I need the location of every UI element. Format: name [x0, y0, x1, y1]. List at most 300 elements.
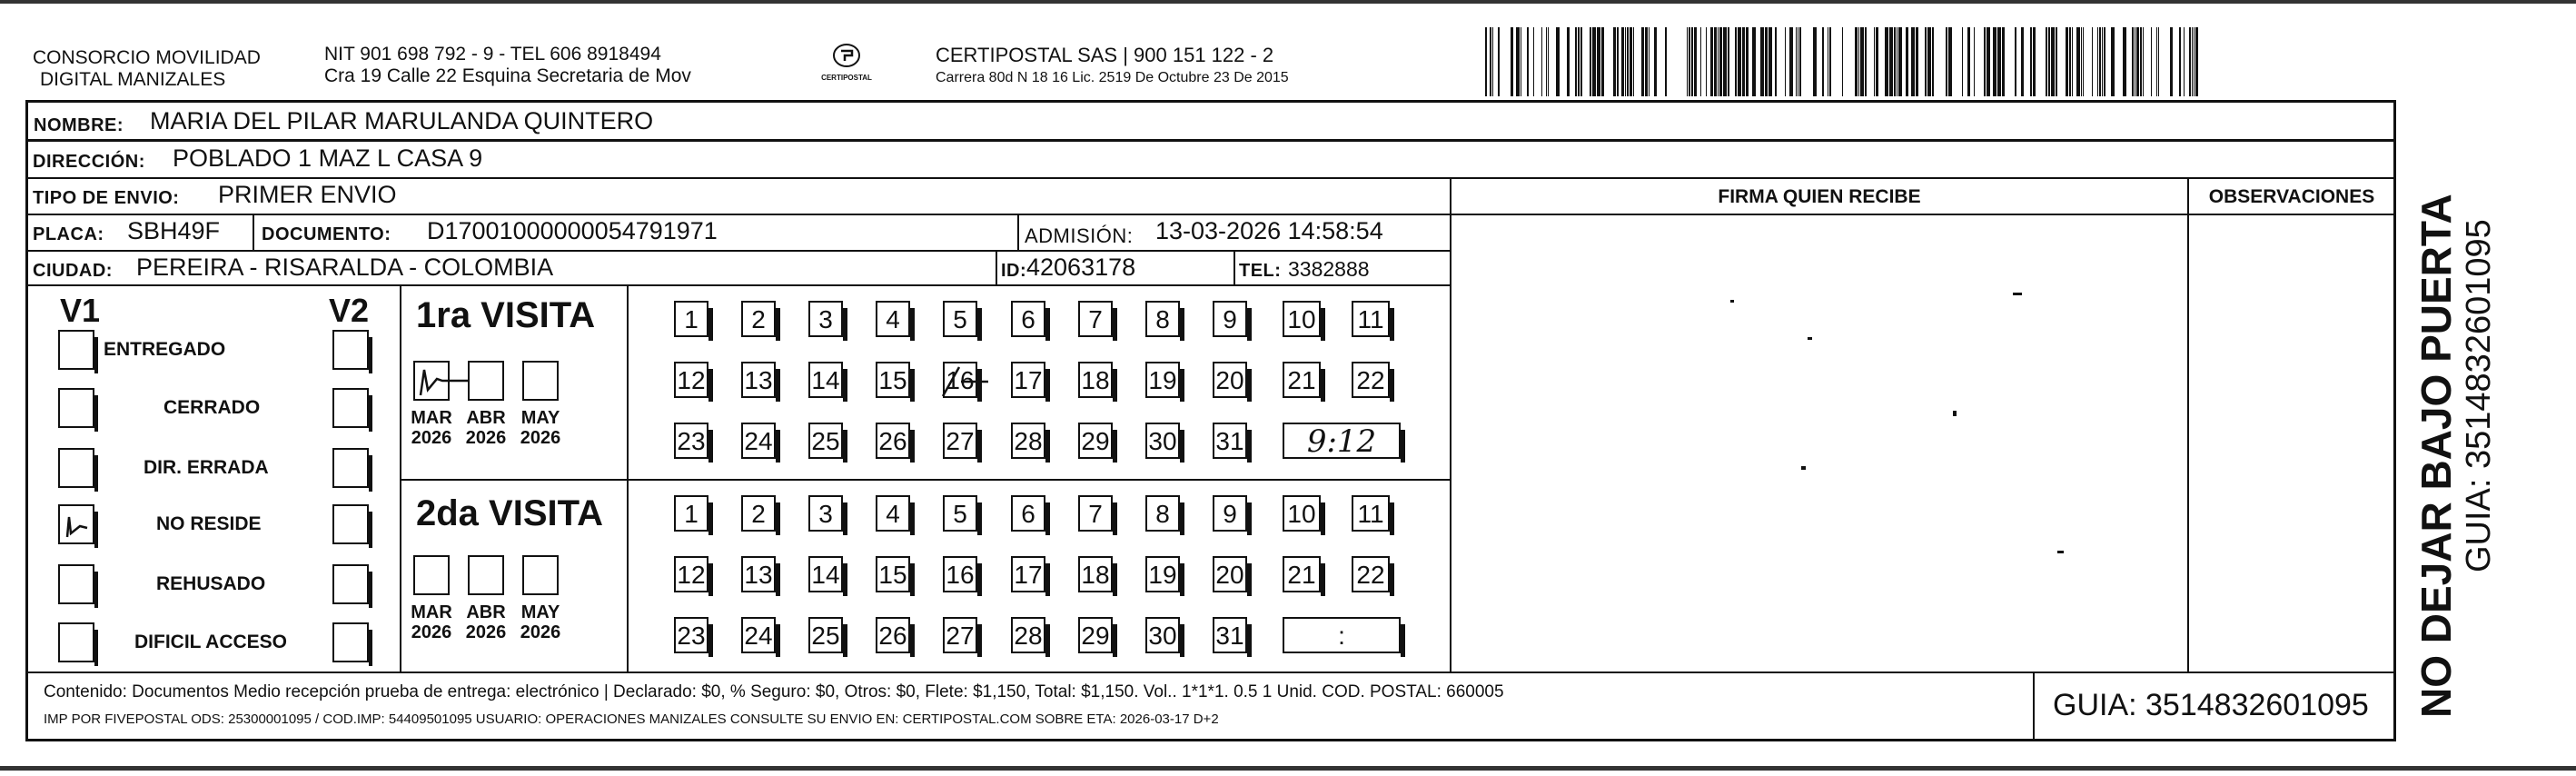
admision-label: ADMISIÓN: — [1025, 224, 1134, 247]
visit2-day-box[interactable] — [1145, 495, 1180, 532]
barcode-bar — [2143, 27, 2144, 96]
day-number: 21 — [1287, 366, 1316, 394]
barcode-bar — [2076, 27, 2080, 96]
placa-label: PLACA: — [33, 224, 104, 244]
month-name: MAR — [411, 408, 452, 428]
tipo-row — [25, 177, 1451, 215]
day-number: 27 — [946, 427, 975, 455]
visit1-day-box[interactable] — [674, 423, 708, 459]
visit1-month-label — [459, 408, 513, 448]
barcode-bar — [2195, 27, 2198, 96]
visit1-day-box[interactable] — [876, 362, 910, 398]
top-edge — [0, 0, 2576, 4]
day-number: 31 — [1215, 427, 1244, 455]
day-number: 11 — [1357, 305, 1384, 333]
visit1-day-box[interactable] — [1283, 301, 1321, 337]
barcode-bar — [1967, 27, 1970, 96]
visit2-day-box[interactable] — [943, 495, 977, 532]
month-year: 2026 — [520, 428, 561, 448]
v1-checkbox[interactable] — [58, 330, 94, 370]
barcode-bar — [1898, 27, 1902, 96]
barcode-bar — [1541, 27, 1542, 96]
day-number: 2 — [751, 500, 766, 528]
visit1-day-box[interactable] — [1283, 362, 1321, 398]
visit2-day-box[interactable] — [876, 495, 910, 532]
visit1-day-box[interactable] — [1213, 362, 1247, 398]
barcode-bar — [1723, 27, 1727, 96]
visit2-day-box[interactable] — [1213, 556, 1247, 592]
barcode-bar — [2179, 27, 2181, 96]
visit1-month-checkbox[interactable] — [468, 361, 504, 401]
visit2-time-box[interactable] — [1283, 617, 1401, 653]
barcode-bar — [2097, 27, 2098, 96]
barcode-bar — [1645, 27, 1648, 96]
day-number: 30 — [1148, 622, 1177, 650]
check-mark-icon — [60, 506, 93, 542]
barcode-bar — [1997, 27, 2001, 96]
status-option-label: NO RESIDE — [156, 513, 262, 534]
visit1-day-box[interactable] — [1213, 423, 1247, 459]
day-number: 31 — [1215, 622, 1244, 650]
barcode-bar — [1775, 27, 1777, 96]
barcode-bar — [1498, 27, 1500, 96]
tel-label: TEL: — [1239, 261, 1282, 281]
visit1-day-box[interactable] — [808, 301, 843, 337]
barcode-bar — [1578, 27, 1580, 96]
day-number: 4 — [886, 500, 900, 528]
visit1-title: 1ra VISITA — [416, 295, 596, 335]
day-number: 17 — [1014, 366, 1043, 394]
nombre-label: NOMBRE: — [34, 115, 124, 135]
barcode-bar — [2072, 27, 2073, 96]
barcode-bar — [1765, 27, 1768, 96]
day-number: 16 — [946, 561, 975, 589]
visit1-day-box[interactable] — [1011, 423, 1045, 459]
consorcio-name — [33, 47, 261, 91]
visit2-day-box[interactable] — [808, 495, 843, 532]
barcode-bar — [2002, 27, 2005, 96]
month-year: 2026 — [465, 622, 507, 642]
certipostal-logo — [810, 42, 883, 92]
visit1-day-box[interactable] — [943, 301, 977, 337]
barcode-bar — [1654, 27, 1657, 96]
barcode-bar — [1813, 27, 1817, 96]
barcode-bar — [2123, 27, 2126, 96]
visit2-day-box[interactable] — [1011, 617, 1045, 653]
visit2-month-checkbox[interactable] — [413, 555, 450, 595]
v1-checkbox[interactable] — [58, 448, 94, 488]
day-number: 20 — [1215, 561, 1244, 589]
visit2-day-box[interactable] — [674, 556, 708, 592]
barcode-bar — [1592, 27, 1596, 96]
day-number: 30 — [1148, 427, 1177, 455]
visit1-day-box[interactable] — [1011, 362, 1045, 398]
day-number: 28 — [1014, 427, 1043, 455]
barcode-bar — [1621, 27, 1624, 96]
barcode-bar — [1641, 27, 1644, 96]
barcode-bar — [1799, 27, 1801, 96]
barcode-bar — [1718, 27, 1719, 96]
visit2-day-box[interactable] — [674, 495, 708, 532]
day-number: 13 — [744, 366, 773, 394]
barcode-bar — [2046, 27, 2047, 96]
ciudad-label: CIUDAD: — [33, 261, 113, 281]
day-number: 15 — [878, 366, 907, 394]
visit2-day-box[interactable] — [1283, 556, 1321, 592]
status-option-label: DIFICIL ACCESO — [134, 632, 288, 652]
v2-checkbox[interactable] — [332, 564, 369, 604]
barcode-bar — [1796, 27, 1797, 96]
visit2-day-box[interactable] — [1078, 495, 1113, 532]
visit2-day-box[interactable] — [876, 617, 910, 653]
side-text-block — [2398, 82, 2525, 754]
barcode-bar — [2136, 27, 2139, 96]
barcode-bar — [1984, 27, 1986, 96]
bottom-edge — [0, 766, 2576, 771]
day-number: 14 — [811, 561, 840, 589]
barcode-bar — [1597, 27, 1600, 96]
observaciones-area — [2187, 214, 2396, 673]
barcode-bar — [2184, 27, 2185, 96]
tel-cell — [1234, 250, 1451, 286]
firma-header — [1450, 177, 2189, 215]
barcode-bar — [1710, 27, 1713, 96]
consorcio-line1: CONSORCIO MOVILIDAD — [33, 47, 261, 68]
barcode-bar — [1689, 27, 1690, 96]
visit1-day-box[interactable] — [1078, 362, 1113, 398]
barcode-bar — [1700, 27, 1701, 96]
visit2-day-box[interactable] — [741, 495, 776, 532]
firma-speck — [1801, 466, 1806, 470]
visit1-day-box[interactable] — [674, 301, 708, 337]
direccion-label: DIRECCIÓN: — [33, 152, 145, 172]
day-number: 18 — [1081, 561, 1110, 589]
visit2-day-box[interactable] — [741, 556, 776, 592]
day-number: 4 — [886, 305, 900, 333]
day-number: 26 — [878, 427, 907, 455]
visit1-day-box[interactable] — [1352, 362, 1390, 398]
visit1-day-box[interactable] — [808, 423, 843, 459]
barcode-bar — [1993, 27, 1996, 96]
barcode-bar — [1760, 27, 1764, 96]
barcode-bar — [1822, 27, 1824, 96]
visit1-month-label — [513, 408, 568, 448]
visit1-day-box[interactable] — [741, 362, 776, 398]
visit2-day-box[interactable] — [1145, 617, 1180, 653]
visit2-day-box[interactable] — [808, 617, 843, 653]
visit1-day-box[interactable] — [1213, 301, 1247, 337]
barcode-bar — [2194, 27, 2195, 96]
day-number: 15 — [878, 561, 907, 589]
day-number: 10 — [1287, 500, 1316, 528]
firma-speck — [1730, 300, 1734, 303]
barcode-bar — [1492, 27, 1493, 96]
ciudad-value: PEREIRA - RISARALDA - COLOMBIA — [136, 254, 554, 281]
day-number: 19 — [1148, 561, 1177, 589]
month-year: 2026 — [411, 428, 452, 448]
day-number: 10 — [1287, 305, 1316, 333]
visit1-day-box[interactable] — [1145, 423, 1180, 459]
month-name: MAR — [411, 602, 452, 622]
barcode-bar — [2102, 27, 2103, 96]
certipostal-address: Carrera 80d N 18 16 Lic. 2519 De Octubre 23 De 2015 — [936, 70, 1289, 85]
visit1-day-box[interactable] — [876, 423, 910, 459]
id-label: ID: — [1001, 261, 1027, 281]
day-number: 27 — [946, 622, 975, 650]
placa-value: SBH49F — [127, 217, 221, 244]
day-number: 22 — [1356, 561, 1385, 589]
barcode-bar — [2170, 27, 2173, 96]
day-number: 1 — [684, 500, 698, 528]
day-number: 18 — [1081, 366, 1110, 394]
visit2-month-label — [404, 602, 459, 642]
visit2-day-box[interactable] — [943, 556, 977, 592]
v2-checkbox[interactable] — [332, 448, 369, 488]
barcode-bar — [1590, 27, 1591, 96]
ciudad-cell — [25, 250, 997, 286]
barcode-bar — [2030, 27, 2032, 96]
observaciones-title: OBSERVACIONES — [2208, 186, 2375, 207]
month-name: ABR — [466, 408, 506, 428]
barcode-bar — [2092, 27, 2093, 96]
barcode-bar — [1927, 27, 1931, 96]
visit1-day-box[interactable] — [1078, 301, 1113, 337]
footer-line1: Contenido: Documentos Medio recepción prueba de entrega: electrónico | Declarado: $0, % Seguro: $0, Otros: $0, Flete: $1,150, Total: $1,150. Vol.. 1*1*1. 0.5 1 Unid. COD. POSTAL: 660005 — [44, 682, 1504, 701]
day-number: 13 — [744, 561, 773, 589]
barcode-bar — [1728, 27, 1729, 96]
day-number: 3 — [818, 305, 833, 333]
barcode-bar — [2048, 27, 2050, 96]
visit1-day-box[interactable] — [741, 423, 776, 459]
visit1-day-box[interactable] — [808, 362, 843, 398]
footer-guia — [2033, 672, 2396, 741]
firma-area — [1450, 214, 2189, 673]
visit1-day-box[interactable] — [876, 301, 910, 337]
visit1-day-box[interactable] — [1078, 423, 1113, 459]
month-name: MAY — [520, 602, 560, 622]
visit1-month-checkbox[interactable] — [413, 361, 450, 401]
visit1-time-box[interactable] — [1283, 423, 1401, 459]
day-number: 29 — [1081, 622, 1110, 650]
visit2-day-box[interactable] — [1011, 495, 1045, 532]
barcode-bar — [1613, 27, 1616, 96]
barcode-bar — [1932, 27, 1934, 96]
barcode-bar — [1511, 27, 1513, 96]
observaciones-header — [2187, 177, 2396, 215]
barcode-bar — [2056, 27, 2057, 96]
barcode-bar — [2083, 27, 2084, 96]
day-number: 23 — [677, 427, 706, 455]
barcode-bar — [2132, 27, 2134, 96]
check-mark-icon — [415, 363, 470, 399]
day-number: 19 — [1148, 366, 1177, 394]
id-value: 42063178 — [1026, 254, 1136, 281]
visit2-day-box[interactable] — [1078, 617, 1113, 653]
barcode-bar — [2099, 27, 2101, 96]
visit2-day-box[interactable] — [808, 556, 843, 592]
v2-checkbox[interactable] — [332, 330, 369, 370]
tipo-label: TIPO DE ENVIO: — [33, 188, 180, 208]
barcode-bar — [2033, 27, 2036, 96]
barcode-bar — [1617, 27, 1619, 96]
barcode-bar — [2189, 27, 2191, 96]
barcode-bar — [1974, 27, 1975, 96]
v1-checkbox[interactable] — [58, 388, 94, 428]
barcode-bar — [1876, 27, 1878, 96]
visit2-day-box[interactable] — [876, 556, 910, 592]
placa-cell — [25, 214, 254, 252]
day-number: 24 — [744, 622, 773, 650]
day-number: 6 — [1021, 305, 1035, 333]
barcode-bar — [1885, 27, 1888, 96]
barcode-bar — [1527, 27, 1529, 96]
barcode-bar — [1925, 27, 1927, 96]
consorcio-line2: DIGITAL MANIZALES — [40, 69, 226, 90]
visit1-day-box[interactable] — [943, 362, 977, 398]
visit2-day-box[interactable] — [1352, 556, 1390, 592]
barcode-bar — [1548, 27, 1549, 96]
admision-value: 13-03-2026 14:58:54 — [1155, 217, 1383, 244]
footer-line2: IMP POR FIVEPOSTAL ODS: 25300001095 / COD.IMP: 54409501095 USUARIO: OPERACIONES MANIZALES CONSULTE SU ENVIO EN: CERTIPOSTAL.COM SOBRE ETA: 2026-03-17 D+2 — [44, 711, 1219, 727]
visit2-day-box[interactable] — [1213, 495, 1247, 532]
status-option-label: ENTREGADO — [104, 339, 226, 360]
side-guia-text: GUIA: 3514832601095 — [2460, 219, 2498, 572]
firma-speck — [2057, 551, 2064, 553]
day-number: 8 — [1155, 305, 1170, 333]
certipostal-logo-icon — [828, 42, 865, 69]
day-number: 22 — [1356, 366, 1385, 394]
firma-title: FIRMA QUIEN RECIBE — [1718, 186, 1921, 207]
barcode-bar — [1906, 27, 1908, 96]
month-year: 2026 — [465, 428, 507, 448]
visit1-day-box[interactable] — [674, 362, 708, 398]
barcode-bar — [1516, 27, 1520, 96]
barcode-bar — [2066, 27, 2068, 96]
visit1-month-label — [404, 408, 459, 448]
nombre-value: MARIA DEL PILAR MARULANDA QUINTERO — [150, 107, 654, 134]
visit1-day-box[interactable] — [1352, 301, 1390, 337]
visit2-day-box[interactable] — [674, 617, 708, 653]
visit2-day-box[interactable] — [1283, 495, 1321, 532]
visit2-day-box[interactable] — [1352, 495, 1390, 532]
barcode-bar — [1556, 27, 1560, 96]
barcode-bar — [1842, 27, 1843, 96]
time-value: 9:12 — [1306, 423, 1377, 460]
visit2-day-box[interactable] — [1011, 556, 1045, 592]
barcode-bar — [1874, 27, 1875, 96]
address-text: Cra 19 Calle 22 Esquina Secretaria de Mov — [324, 65, 691, 86]
barcode-bar — [2192, 27, 2193, 96]
barcode-bar — [1962, 27, 1963, 96]
nombre-row — [25, 100, 2396, 142]
month-year: 2026 — [411, 622, 452, 642]
visit1-day-box[interactable] — [943, 423, 977, 459]
barcode-bar — [2069, 27, 2071, 96]
visit2-day-box[interactable] — [1213, 617, 1247, 653]
day-number: 24 — [744, 427, 773, 455]
firma-speck — [1953, 411, 1957, 416]
barcode-bar — [1546, 27, 1547, 96]
day-number: 29 — [1081, 427, 1110, 455]
v1-checkbox[interactable] — [58, 622, 94, 662]
day-number: 5 — [953, 305, 967, 333]
barcode-bar — [1860, 27, 1864, 96]
barcode-bar — [1829, 27, 1831, 96]
barcode-bar — [1946, 27, 1947, 96]
certipostal-title: CERTIPOSTAL SAS | 900 151 122 - 2 — [936, 44, 1274, 66]
barcode-bar — [1911, 27, 1915, 96]
visit2-day-box[interactable] — [1078, 556, 1113, 592]
id-cell — [996, 250, 1235, 286]
visit2-month-checkbox[interactable] — [468, 555, 504, 595]
barcode-bar — [1785, 27, 1786, 96]
visit1-day-box[interactable] — [1145, 362, 1180, 398]
barcode-bar — [2158, 27, 2159, 96]
status-option-label: DIR. ERRADA — [144, 457, 269, 478]
barcode-bar — [1746, 27, 1749, 96]
day-number: 3 — [818, 500, 833, 528]
nit-text: NIT 901 698 792 - 9 - TEL 606 8918494 — [324, 44, 661, 65]
day-number: 12 — [677, 561, 706, 589]
visit1-month-checkbox[interactable] — [522, 361, 559, 401]
day-number: 5 — [953, 500, 967, 528]
day-mark-icon — [941, 363, 996, 400]
barcode-bar — [2104, 27, 2105, 96]
tel-value: 3382888 — [1288, 257, 1370, 281]
documento-cell — [253, 214, 1019, 252]
day-number: 25 — [811, 427, 840, 455]
barcode-bar — [2015, 27, 2016, 96]
barcode-bar — [1627, 27, 1629, 96]
day-number: 1 — [684, 305, 698, 333]
v2-checkbox[interactable] — [332, 504, 369, 544]
v1-checkbox[interactable] — [58, 504, 94, 544]
consorcio-info — [324, 44, 691, 87]
day-number: 20 — [1215, 366, 1244, 394]
documento-value: D17001000000054791971 — [427, 217, 718, 244]
visit2-day-box[interactable] — [741, 617, 776, 653]
visit2-day-box[interactable] — [943, 617, 977, 653]
barcode-bar — [1533, 27, 1534, 96]
v2-checkbox[interactable] — [332, 622, 369, 662]
visit2-day-box[interactable] — [1145, 556, 1180, 592]
documento-label: DOCUMENTO: — [262, 224, 391, 244]
barcode-bar — [1691, 27, 1693, 96]
day-number: 26 — [878, 622, 907, 650]
no-dejar-text: NO DEJAR BAJO PUERTA — [2413, 194, 2460, 718]
visit2-month-checkbox[interactable] — [522, 555, 559, 595]
barcode-bar — [1687, 27, 1688, 96]
visit1-day-box[interactable] — [1011, 301, 1045, 337]
v2-label: V2 — [329, 292, 370, 329]
barcode-bar — [1735, 27, 1737, 96]
barcode-bar — [1865, 27, 1867, 96]
logo-text: CERTIPOSTAL — [821, 74, 872, 82]
status-option-label: CERRADO — [163, 397, 261, 418]
barcode-bar — [1601, 27, 1604, 96]
visit1-day-box[interactable] — [1145, 301, 1180, 337]
day-number: 6 — [1021, 500, 1035, 528]
visit1-day-box[interactable] — [741, 301, 776, 337]
barcode-bar — [1633, 27, 1634, 96]
month-year: 2026 — [520, 622, 561, 642]
admision-cell — [1017, 214, 1451, 252]
barcode-bar — [1649, 27, 1650, 96]
v1-checkbox[interactable] — [58, 564, 94, 604]
day-number: 21 — [1287, 561, 1316, 589]
day-number: 7 — [1088, 500, 1103, 528]
v2-checkbox[interactable] — [332, 388, 369, 428]
